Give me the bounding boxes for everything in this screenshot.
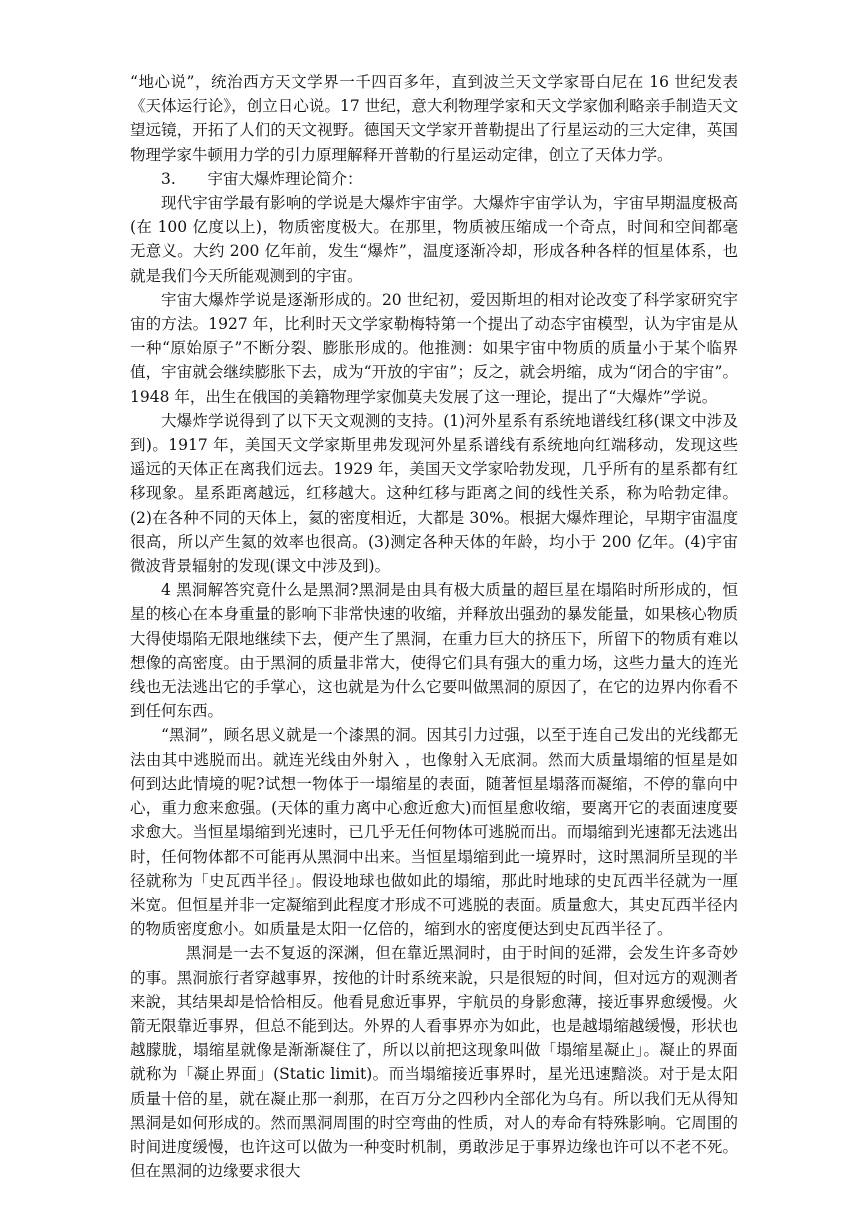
section-heading-big-bang bbox=[130, 167, 738, 191]
paragraph-black-hole-time-dilation: 黑洞是一去不复返的深渊，但在靠近黑洞时，由于时间的延滞，会发生许多奇妙的事。黑洞旅行者穿越事界，按他的计时系统来說，只是很短的时间，但对远方的观测者来說，其结果却是恰恰相反。他看見愈近事界，宇航员的身影愈薄，接近事界愈缓慢。火箭无限靠近事界，但总不能到达。外界的人看事界亦为如此，也是越塌缩越缓慢，形状也越朦胧，塌缩星就像是渐渐凝住了，所以以前把这现象叫做「塌缩星凝止」。凝止的界面就称为「凝止界面」(Static limit)。而当塌缩接近事界时，星光迅速黯淡。对于是太阳质量十倍的星，就在凝止那一刹那，在百万分之四秒内全部化为乌有。所以我们无从得知黑洞是如何形成的。然而黑洞周围的时空弯曲的性质，对人的寿命有特殊影响。它周围的时间进度缓慢，也许这可以做为一种变时机制，勇敢涉足于事界边缘也许可以不老不死。但在黑洞的边缘要求很大 bbox=[130, 944, 738, 1181]
section-number: 3. bbox=[161, 169, 176, 188]
document-page bbox=[130, 70, 738, 1183]
section-title: 宇宙大爆炸理论简介： bbox=[207, 169, 363, 188]
paragraph-black-hole-definition: 4 黑洞解答究竟什么是黑洞?黑洞是由具有极大质量的超巨星在塌陷时所形成的，恒星的核心在本身重量的影响下非常快速的收缩，并释放出强劲的暴发能量，如果核心物质大得使塌陷无限地继续下去，便产生了黑洞，在重力巨大的挤压下，所留下的物质有难以想像的高密度。由于黑洞的质量非常大，使得它们具有强大的重力场，这些力量大的连光线也无法逃出它的手掌心，这也就是为什么它要叫做黑洞的原因了，在它的边界内你看不到任何东西。 bbox=[130, 581, 738, 721]
paragraph-big-bang-formation: 宇宙大爆炸学说是逐渐形成的。20 世纪初，爱因斯坦的相对论改变了科学家研究宇宙的方法。1927 年，比利时天文学家勒梅特第一个提出了动态宇宙模型，认为宇宙是从一种“原始原子”不断分裂、膨胀形成的。他推测：如果宇宙中物质的质量小于某个临界值，宇宙就会继续膨胀下去，成为“开放的宇宙”；反之，就会坍缩，成为“闭合的宇宙”。1948 年，出生在俄国的美籍物理学家伽莫夫发展了这一理论，提出了“大爆炸”学说。 bbox=[130, 290, 738, 406]
paragraph-big-bang-intro: 现代宇宙学最有影响的学说是大爆炸宇宙学。大爆炸宇宙学认为，宇宙早期温度极高(在 100 亿度以上)，物质密度极大。在那里，物质被压缩成一个奇点，时间和空间都毫无意义。大约 200 亿年前，发生“爆炸”，温度逐渐冷却，形成各种各样的恒星体系，也就是我们今天所能观测到的宇宙。 bbox=[130, 194, 738, 285]
paragraph-geocentric-history: “地心说”，统治西方天文学界一千四百多年，直到波兰天文学家哥白尼在 16 世纪发表《天体运行论》，创立日心说。17 世纪，意大利物理学家和天文学家伽利略亲手制造天文望远镜，开拓了人们的天文视野。德国天文学家开普勒提出了行星运动的三大定律，英国物理学家牛顿用力学的引力原理解释开普勒的行星运动定律，创立了天体力学。 bbox=[130, 73, 738, 164]
paragraph-big-bang-evidence: 大爆炸学说得到了以下天文观测的支持。(1)河外星系有系统地谱线红移(课文中涉及到)。1917 年，美国天文学家斯里弗发现河外星系谱线有系统地向红端移动，发现这些遥远的天体正在离我们远去。1929 年，美国天文学家哈勃发现，几乎所有的星系都有红移现象。星系距离越远，红移越大。这种红移与距离之间的线性关系，称为哈勃定律。(2)在各种不同的天体上，氦的密度相近，大都是 30%。根据大爆炸理论，早期宇宙温度很高，所以产生氦的效率也很高。(3)测定各种天体的年龄，均小于 200 亿年。(4)宇宙微波背景辐射的发现(课文中涉及到)。 bbox=[130, 411, 738, 576]
paragraph-black-hole-collapse: “黑洞”，顾名思义就是一个漆黑的洞。因其引力过强，以至于连自己发出的光线都无法由其中逃脱而出。就连光线由外射入 ，也像射入无底洞。然而大质量塌缩的恒星是如何到达此情境的呢?试想一物体于一塌缩星的表面，随著恒星塌落而凝缩，不停的靠向中心，重力愈来愈强。(天体的重力离中心愈近愈大)而恒星愈收缩，要离开它的表面速度要求愈大。当恒星塌缩到光速时，已几乎无任何物体可逃脱而出。而塌缩到光速都无法逃出时，任何物体都不可能再从黑洞中出来。当恒星塌缩到此一境界时，这时黑洞所呈现的半径就称为「史瓦西半径」。假设地球也做如此的塌缩，那此时地球的史瓦西半径就为一厘米宽。但恒星并非一定凝缩到此程度才形成不可逃脱的表面。质量愈大，其史瓦西半径内的物质密度愈小。如质量是太阳一亿倍的，缩到水的密度便达到史瓦西半径了。 bbox=[130, 726, 738, 939]
